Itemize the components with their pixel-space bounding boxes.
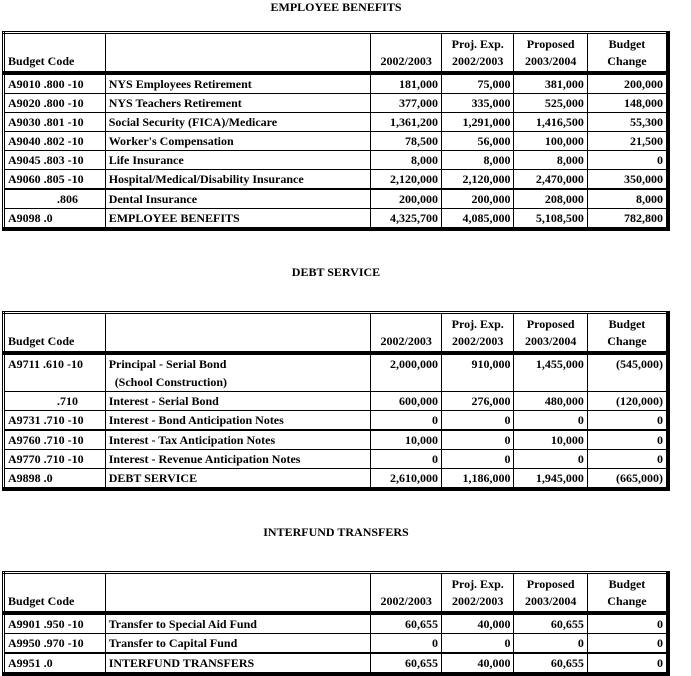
header-budget-code: Budget Code [4, 33, 106, 74]
description: Interest - Bond Anticipation Notes [105, 411, 371, 431]
budget-code: A9040 .802 -10 [4, 132, 106, 151]
proj-exp-2002-2003: 1,186,000 [441, 469, 513, 490]
budget-change: 782,800 [587, 209, 668, 230]
description: Interest - Revenue Anticipation Notes [105, 450, 371, 469]
table-row [4, 392, 669, 411]
budget-2002-2003: 60,655 [371, 653, 441, 674]
table-row [4, 430, 669, 450]
proposed-2003-2004: 208,000 [514, 189, 587, 209]
table-row [4, 170, 669, 190]
proposed-2003-2004: 1,455,000 [514, 353, 587, 392]
proj-exp-2002-2003: 0 [441, 430, 513, 450]
header-budget-change: Budget Change [587, 313, 668, 354]
budget-2002-2003: 377,000 [371, 94, 441, 113]
header-proposed-2003-2004: Proposed 2003/2004 [514, 573, 587, 614]
budget-2002-2003: 8,000 [371, 151, 441, 170]
budget-2002-2003: 0 [371, 411, 441, 431]
table-row [4, 151, 669, 170]
header-proposed-2003-2004: Proposed 2003/2004 [514, 313, 587, 354]
description: Social Security (FICA)/Medicare [105, 113, 371, 132]
budget-2002-2003: 2,120,000 [371, 170, 441, 190]
proj-exp-2002-2003: 8,000 [441, 151, 513, 170]
budget-change: 0 [587, 634, 668, 654]
budget-2002-2003: 2,610,000 [371, 469, 441, 490]
description: DEBT SERVICE [105, 469, 371, 490]
total-row [4, 469, 669, 490]
proj-exp-2002-2003: 276,000 [441, 392, 513, 411]
description: NYS Teachers Retirement [105, 94, 371, 113]
proposed-2003-2004: 5,108,500 [514, 209, 587, 230]
budget-2002-2003: 0 [371, 450, 441, 469]
header-budget-2002-2003: 2002/2003 [371, 573, 441, 614]
budget-code: A9020 .800 -10 [4, 94, 106, 113]
budget-code: A9901 .950 -10 [4, 613, 106, 634]
employee-benefits-table [2, 31, 670, 231]
proj-exp-2002-2003: 0 [441, 634, 513, 654]
budget-change: 350,000 [587, 170, 668, 190]
budget-change: 148,000 [587, 94, 668, 113]
proposed-2003-2004: 480,000 [514, 392, 587, 411]
budget-2002-2003: 200,000 [371, 189, 441, 209]
proj-exp-2002-2003: 0 [441, 411, 513, 431]
table-header-row [4, 573, 669, 614]
budget-2002-2003: 600,000 [371, 392, 441, 411]
budget-code: A9010 .800 -10 [4, 73, 106, 94]
proposed-2003-2004: 8,000 [514, 151, 587, 170]
total-row [4, 653, 669, 674]
budget-2002-2003: 60,655 [371, 613, 441, 634]
description: EMPLOYEE BENEFITS [105, 209, 371, 230]
section-title-employee-benefits: EMPLOYEE BENEFITS [270, 0, 402, 14]
description: Transfer to Special Aid Fund [105, 613, 371, 634]
budget-code: A9770 .710 -10 [4, 450, 106, 469]
proj-exp-2002-2003: 200,000 [441, 189, 513, 209]
section-title-interfund-transfers: INTERFUND TRANSFERS [263, 525, 409, 539]
proj-exp-2002-2003: 4,085,000 [441, 209, 513, 230]
proposed-2003-2004: 525,000 [514, 94, 587, 113]
debt-service-table [2, 311, 670, 491]
budget-code: .710 [4, 392, 106, 411]
description-subline: (School Construction) [114, 375, 228, 389]
header-budget-code: Budget Code [4, 573, 106, 614]
description: INTERFUND TRANSFERS [105, 653, 371, 674]
proposed-2003-2004: 1,945,000 [514, 469, 587, 490]
budget-2002-2003: 2,000,000 [371, 353, 441, 392]
budget-change: 55,300 [587, 113, 668, 132]
budget-2002-2003: 0 [371, 634, 441, 654]
budget-change: (545,000) [587, 353, 668, 392]
header-budget-change: Budget Change [587, 33, 668, 74]
proj-exp-2002-2003: 0 [441, 450, 513, 469]
table-row [4, 189, 669, 209]
interfund-transfers-table [2, 571, 670, 676]
description: NYS Employees Retirement [105, 73, 371, 94]
proj-exp-2002-2003: 56,000 [441, 132, 513, 151]
proj-exp-2002-2003: 910,000 [441, 353, 513, 392]
budget-change: 0 [587, 411, 668, 431]
table-row [4, 132, 669, 151]
budget-2002-2003: 181,000 [371, 73, 441, 94]
proposed-2003-2004: 10,000 [514, 430, 587, 450]
budget-code: A9045 .803 -10 [4, 151, 106, 170]
proj-exp-2002-2003: 1,291,000 [441, 113, 513, 132]
header-proj-exp-2002-2003: Proj. Exp. 2002/2003 [441, 313, 513, 354]
table-header-row [4, 33, 669, 74]
budget-code: A9760 .710 -10 [4, 430, 106, 450]
table-row [4, 411, 669, 431]
budget-code: A9098 .0 [4, 209, 106, 230]
budget-2002-2003: 10,000 [371, 430, 441, 450]
proposed-2003-2004: 1,416,500 [514, 113, 587, 132]
proj-exp-2002-2003: 75,000 [441, 73, 513, 94]
header-proj-exp-2002-2003: Proj. Exp. 2002/2003 [441, 33, 513, 74]
budget-code: A9950 .970 -10 [4, 634, 106, 654]
proj-exp-2002-2003: 40,000 [441, 653, 513, 674]
header-budget-change: Budget Change [587, 573, 668, 614]
header-budget-2002-2003: 2002/2003 [371, 33, 441, 74]
header-description [105, 33, 371, 74]
proj-exp-2002-2003: 335,000 [441, 94, 513, 113]
budget-change: 0 [587, 613, 668, 634]
budget-change: 8,000 [587, 189, 668, 209]
budget-code: A9030 .801 -10 [4, 113, 106, 132]
proposed-2003-2004: 0 [514, 450, 587, 469]
proposed-2003-2004: 60,655 [514, 653, 587, 674]
description: Transfer to Capital Fund [105, 634, 371, 654]
total-row [4, 209, 669, 230]
proposed-2003-2004: 381,000 [514, 73, 587, 94]
description: Worker's Compensation [105, 132, 371, 151]
table-row [4, 613, 669, 634]
description: Interest - Tax Anticipation Notes [105, 430, 371, 450]
table-row [4, 353, 669, 392]
budget-code: A9898 .0 [4, 469, 106, 490]
budget-change: 0 [587, 653, 668, 674]
budget-2002-2003: 1,361,200 [371, 113, 441, 132]
budget-change: (120,000) [587, 392, 668, 411]
budget-change: 21,500 [587, 132, 668, 151]
proj-exp-2002-2003: 40,000 [441, 613, 513, 634]
header-proposed-2003-2004: Proposed 2003/2004 [514, 33, 587, 74]
table-row [4, 73, 669, 94]
table-row [4, 634, 669, 654]
table-row [4, 450, 669, 469]
proposed-2003-2004: 60,655 [514, 613, 587, 634]
description: Interest - Serial Bond [105, 392, 371, 411]
budget-change: 0 [587, 450, 668, 469]
proposed-2003-2004: 0 [514, 634, 587, 654]
budget-code: A9731 .710 -10 [4, 411, 106, 431]
budget-change: 0 [587, 430, 668, 450]
budget-change: 0 [587, 151, 668, 170]
description: Hospital/Medical/Disability Insurance [105, 170, 371, 190]
table-header-row [4, 313, 669, 354]
budget-code: A9060 .805 -10 [4, 170, 106, 190]
budget-change: 200,000 [587, 73, 668, 94]
section-title-debt-service: DEBT SERVICE [291, 265, 381, 279]
budget-2002-2003: 78,500 [371, 132, 441, 151]
description: Life Insurance [105, 151, 371, 170]
proposed-2003-2004: 100,000 [514, 132, 587, 151]
proposed-2003-2004: 2,470,000 [514, 170, 587, 190]
description: Principal - Serial Bond (School Construction) [105, 353, 371, 392]
budget-code: .806 [4, 189, 106, 209]
table-row [4, 94, 669, 113]
proposed-2003-2004: 0 [514, 411, 587, 431]
table-row [4, 113, 669, 132]
header-description [105, 313, 371, 354]
budget-code: A9951 .0 [4, 653, 106, 674]
header-proj-exp-2002-2003: Proj. Exp. 2002/2003 [441, 573, 513, 614]
budget-2002-2003: 4,325,700 [371, 209, 441, 230]
budget-change: (665,000) [587, 469, 668, 490]
budget-code: A9711 .610 -10 [4, 353, 106, 392]
header-budget-2002-2003: 2002/2003 [371, 313, 441, 354]
description: Dental Insurance [105, 189, 371, 209]
header-budget-code: Budget Code [4, 313, 106, 354]
header-description [105, 573, 371, 614]
proj-exp-2002-2003: 2,120,000 [441, 170, 513, 190]
